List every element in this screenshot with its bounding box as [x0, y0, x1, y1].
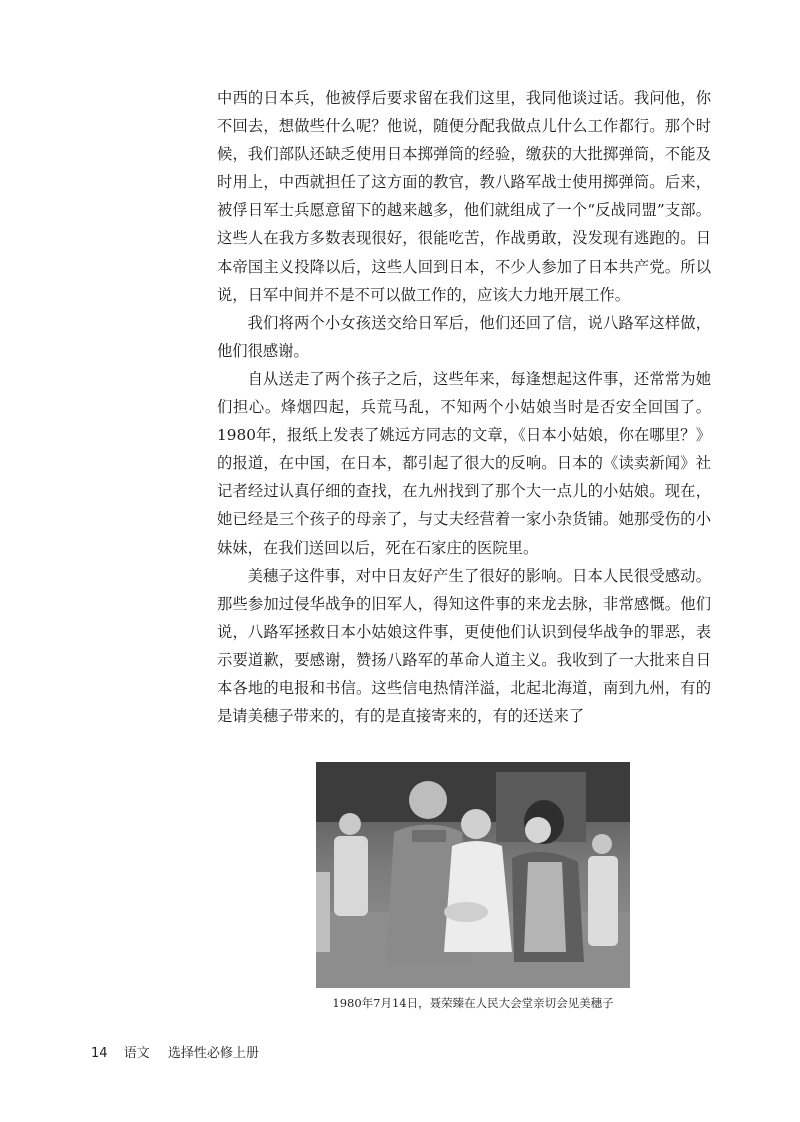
photo-image: [316, 762, 630, 988]
body-text: [217, 84, 711, 730]
page-footer: [91, 1042, 259, 1061]
meeting-photo: [316, 762, 630, 988]
book-volume: 选择性必修上册: [167, 1046, 259, 1061]
paragraph-4: 美穗子这件事，对中日友好产生了很好的影响。日本人民很受感动。那些参加过侵华战争的旧军人，得知这件事的来龙去脉，非常感慨。他们说，八路军拯救日本小姑娘这件事，更使他们认识到侵华战争的罪恶，表示要道歉，要感谢，赞扬八路军的革命人道主义。我收到了一大批来自日本各地的电报和书信。这些信电热情洋溢，北起北海道，南到九州，有的是请美穗子带来的，有的是直接寄来的，有的还送来了: [217, 566, 711, 726]
paragraph-1: 中西的日本兵，他被俘后要求留在我们这里，我同他谈过话。我问他，你不回去，想做些什么呢？他说，随便分配我做点儿什么工作都行。那个时候，我们部队还缺乏使用日本掷弹筒的经验，缴获的大批掷弹筒，不能及时用上，中西就担任了这方面的教官，教八路军战士使用掷弹筒。后来，被俘日军士兵愿意留下的越来越多，他们就组成了一个“反战同盟”支部。这些人在我方多数表现很好，很能吃苦，作战勇敢，没发现有逃跑的。日本帝国主义投降以后，这些人回到日本，不少人参加了日本共产党。所以说，日军中间并不是不可以做工作的，应该大力地开展工作。: [217, 89, 711, 304]
photo-caption: 1980年7月14日，聂荣臻在人民大会堂亲切会见美穗子: [332, 996, 614, 1010]
paragraph-3: 自从送走了两个孩子之后，这些年来，每逢想起这件事，还常常为她们担心。烽烟四起，兵荒马乱，不知两个小姑娘当时是否安全回国了。1980年，报纸上发表了姚远方同志的文章，《日本小姑娘，你在哪里？》的报道，在中国，在日本，都引起了很大的反响。日本的《读卖新闻》社记者经过认真仔细的查找，在九州找到了那个大一点儿的小姑娘。现在，她已经是三个孩子的母亲了，与丈夫经营着一家小杂货铺。她那受伤的小妹妹，在我们送回以后，死在石家庄的医院里。: [217, 369, 711, 557]
page-number: 14: [91, 1046, 108, 1061]
book-subject: 语文: [123, 1046, 150, 1061]
paragraph-2: 我们将两个小女孩送交给日军后，他们还回了信，说八路军这样做，他们很感谢。: [217, 313, 711, 360]
